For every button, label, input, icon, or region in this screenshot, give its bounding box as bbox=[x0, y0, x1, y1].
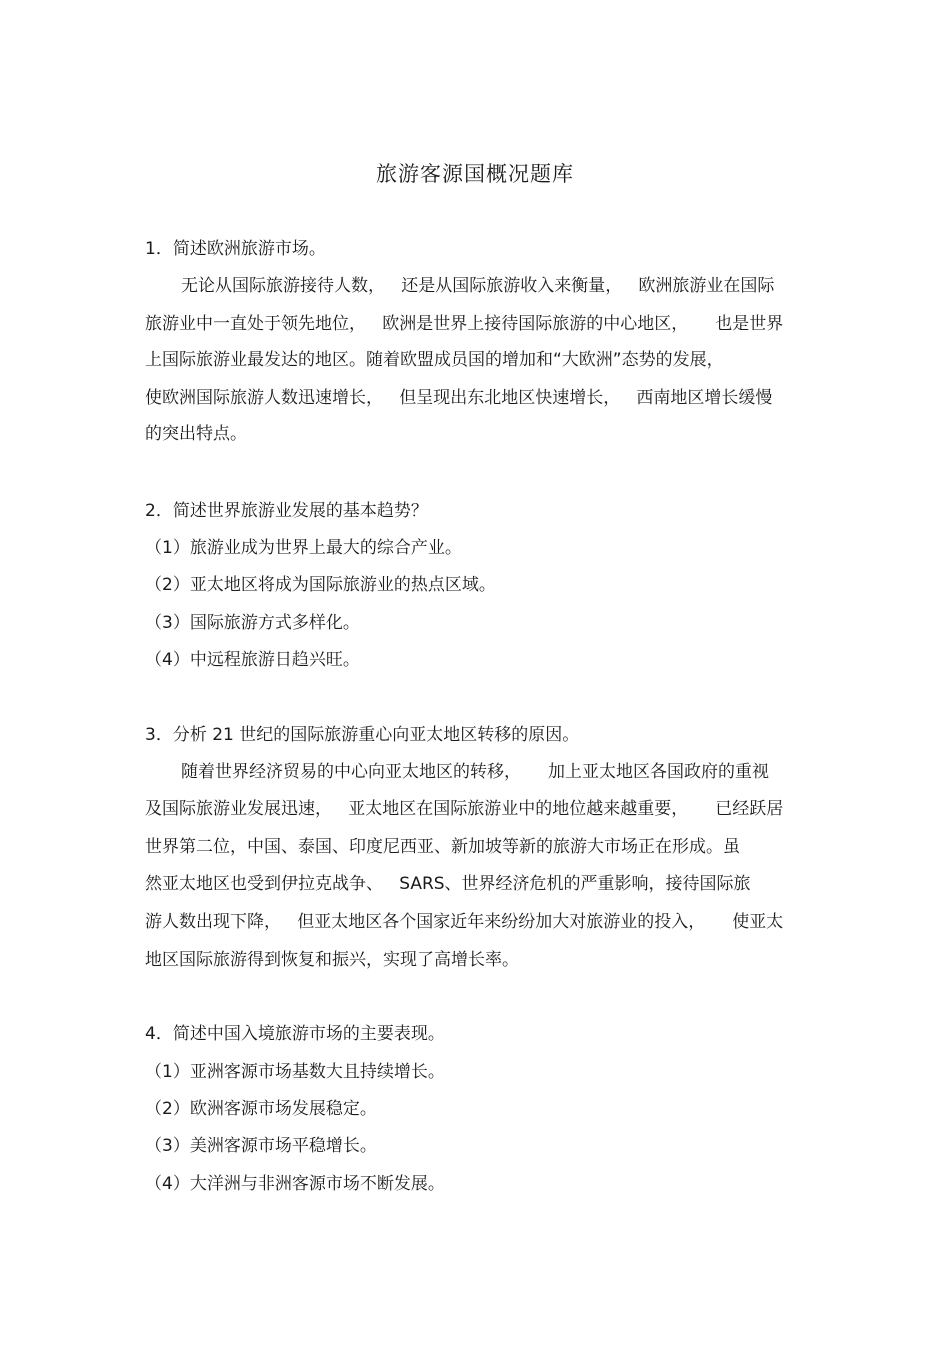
q3-paragraph-line: 世界第二位，中国、泰国、印度尼西亚、新加坡等新的旅游大市场正在形成。虽 bbox=[145, 837, 740, 857]
q3-paragraph-line: 然亚太地区也受到伊拉克战争、 SARS、世界经济危机的严重影响，接待国际旅 bbox=[145, 874, 751, 894]
q4-list-item: （2）欧洲客源市场发展稳定。 bbox=[145, 1099, 377, 1119]
q3-paragraph-line: 随着世界经济贸易的中心向亚太地区的转移， 加上亚太地区各国政府的重视 bbox=[181, 762, 770, 782]
q4-list-item: （3）美洲客源市场平稳增长。 bbox=[145, 1136, 377, 1156]
q1-heading: 1．简述欧洲旅游市场。 bbox=[145, 239, 326, 259]
q1-paragraph-line: 的突出特点。 bbox=[145, 424, 247, 444]
q1-paragraph-line: 旅游业中一直处于领先地位， 欧洲是世界上接待国际旅游的中心地区， 也是世界 bbox=[145, 314, 784, 334]
q3-paragraph-line: 及国际旅游业发展迅速， 亚太地区在国际旅游业中的地位越来越重要， 已经跃居 bbox=[145, 799, 784, 819]
q2-list-item: （2）亚太地区将成为国际旅游业的热点区域。 bbox=[145, 575, 496, 595]
q1-paragraph-line: 使欧洲国际旅游人数迅速增长， 但呈现出东北地区快速增长， 西南地区增长缓慢 bbox=[145, 388, 773, 408]
q1-paragraph-line: 无论从国际旅游接待人数， 还是从国际旅游收入来衡量， 欧洲旅游业在国际 bbox=[181, 276, 775, 296]
q1-paragraph-line: 上国际旅游业最发达的地区。随着欧盟成员国的增加和“大欧洲”态势的发展， bbox=[145, 350, 724, 370]
q2-list-item: （1）旅游业成为世界上最大的综合产业。 bbox=[145, 538, 462, 558]
q3-paragraph-line: 游人数出现下降， 但亚太地区各个国家近年来纷纷加大对旅游业的投入， 使亚太 bbox=[145, 912, 784, 932]
q4-list-item: （4）大洋洲与非洲客源市场不断发展。 bbox=[145, 1174, 445, 1194]
q3-paragraph-line: 地区国际旅游得到恢复和振兴，实现了高增长率。 bbox=[145, 950, 519, 970]
q2-list-item: （3）国际旅游方式多样化。 bbox=[145, 613, 360, 633]
q3-heading: 3．分析 21 世纪的国际旅游重心向亚太地区转移的原因。 bbox=[145, 725, 580, 745]
page-title: 旅游客源国概况题库 bbox=[376, 162, 574, 186]
q4-list-item: （1）亚洲客源市场基数大且持续增长。 bbox=[145, 1062, 445, 1082]
q4-heading: 4．简述中国入境旅游市场的主要表现。 bbox=[145, 1024, 445, 1044]
q2-list-item: （4）中远程旅游日趋兴旺。 bbox=[145, 650, 360, 670]
q2-heading: 2．简述世界旅游业发展的基本趋势？ bbox=[145, 501, 428, 521]
